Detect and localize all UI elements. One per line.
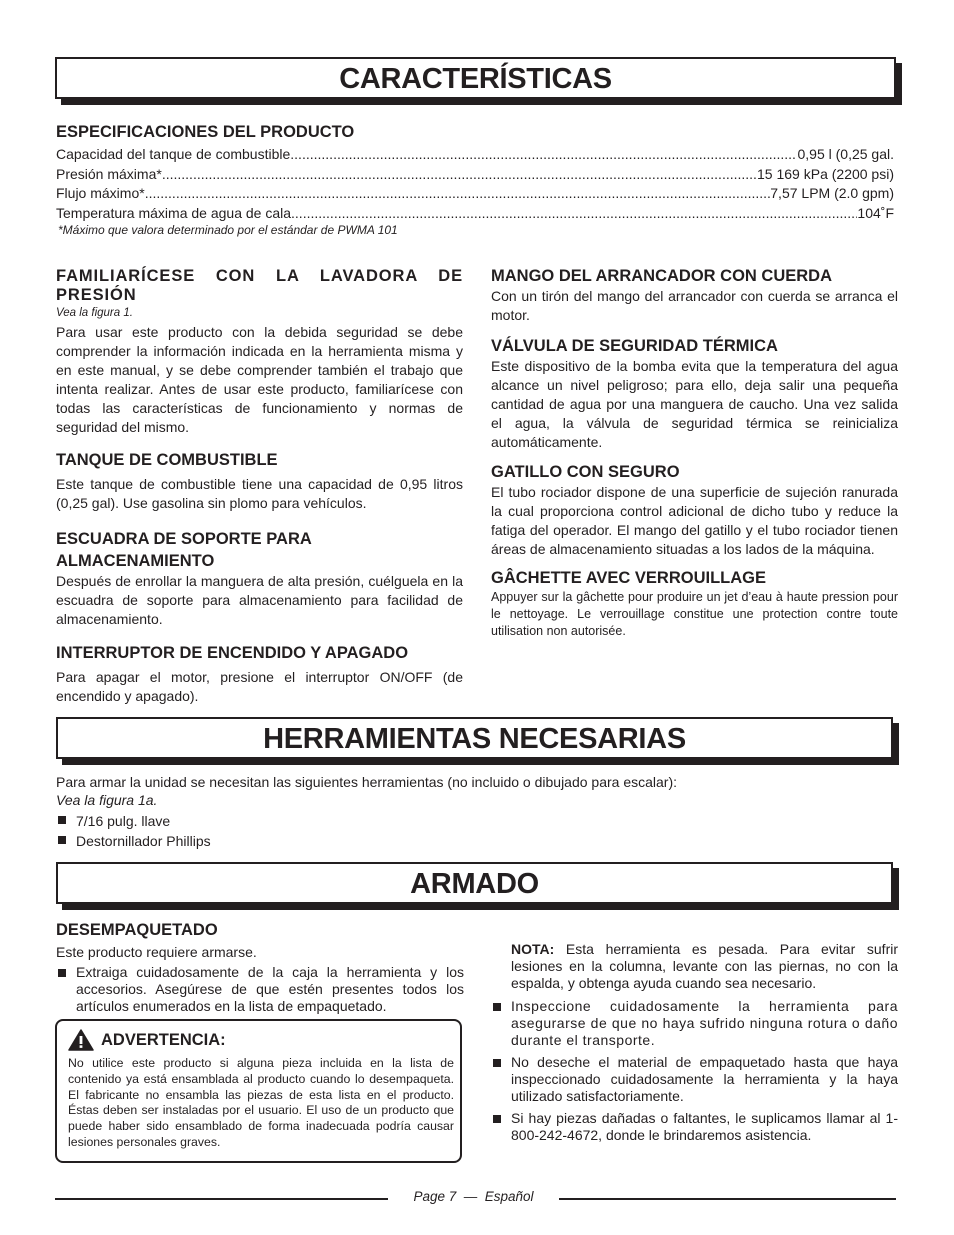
spec-label: Presión máxima*: [56, 165, 162, 182]
section-banner-caracteristicas: [55, 57, 896, 99]
gachette-text: Appuyer sur la gâchette pour produire un jet d’eau à haute pression pour le nettoyage. Le verrouillage constitue une protection contre toute utilisation non autorisée.: [491, 590, 898, 638]
spec-label: Flujo máximo*: [56, 185, 145, 201]
unpack-list: [56, 964, 464, 1015]
section-title: ARMADO: [410, 868, 539, 900]
desempaquetado-intro: Este producto requiere armarse.: [56, 944, 257, 960]
tanque-text: Este tanque de combustible tiene una capacidad de 0,95 litros (0,25 gal). Use gasolina sin plomo para vehículos.: [56, 476, 463, 511]
interruptor-heading: INTERRUPTOR DE ENCENDIDO Y APAGADO: [56, 644, 409, 662]
spec-row: [56, 145, 894, 165]
section-title: HERRAMIENTAS NECESARIAS: [263, 723, 686, 755]
tanque-heading: TANQUE DE COMBUSTIBLE: [56, 451, 278, 469]
valvula-text: Este dispositivo de la bomba evita que la temperatura del agua alcance un nivel peligroso; para ello, deja salir una pequeña cantidad de agua por una manguera de caucho. Una vez salida el agua, la válvula de seguridad térmica se reinicializa automáticamente.: [491, 358, 898, 450]
list-item: Extraiga cuidadosamente de la caja la herramienta y los accesorios. Asegúrese de que estén presentes todos los artículos enumerados en la lista de empaquetado.: [56, 964, 464, 1015]
list-item: Destornillador Phillips: [56, 831, 896, 851]
armado-right: [491, 941, 898, 1144]
warning-text: No utilice este producto si alguna pieza incluida en la lista de contenido ya está ensamblada al producto cuando lo desempaqueta. El fabricante no ensambla las piezas de esta lista en el producto. Éstas deben ser instaladas por el usuario. El uso de un producto que puede haber sido ensamblado de forma inadecuada podría causar lesiones personales graves.: [68, 1056, 454, 1149]
nota-text: Esta herramienta es pesada. Para evitar sufrir lesiones en la columna, levante con las piernas, no con la espalda, y obtenga ayuda cuando sea necesario.: [511, 941, 898, 991]
gatillo-text: El tubo rociador dispone de una superficie de sujeción ranurada la cual proporciona control adicional de dicho tubo y reduce la fatiga del operador. El mango del gatillo y el tubo rociador tienen áreas de almacenamiento situadas a los lados de la máquina.: [491, 484, 898, 557]
spec-row: [56, 165, 894, 185]
section-title: CARACTERÍSTICAS: [339, 63, 612, 95]
warning-box: [55, 1019, 462, 1163]
leader-dots: [290, 145, 797, 165]
interruptor-text: Para apagar el motor, presione el interruptor ON/OFF (de encendido y apagado).: [56, 669, 463, 704]
product-specifications: [56, 123, 894, 238]
spec-value: 7,57 LPM (2.0 gpm): [770, 185, 894, 201]
spec-label: Temperatura máxima de agua de cala: [56, 204, 292, 221]
warning-title: ADVERTENCIA:: [101, 1030, 226, 1049]
footer-rule-right: [559, 1198, 896, 1200]
armado-left: [56, 921, 464, 1015]
escuadra-text: Después de enrollar la manguera de alta presión, cuélguela en la escuadra de soporte para almacenamiento para facilidad de almacenamiento.: [56, 573, 463, 627]
section-banner-herramientas: [56, 717, 893, 759]
footer-rule-left: [55, 1198, 388, 1200]
familiar-text: Para usar este producto con la debida seguridad se debe comprender la información indicada en la herramienta misma y en este manual, y se debe comprender también el trabajo que intenta realizar. Antes de usar este producto, familiarícese con todas las características de funcionamiento y normas de seguridad del mismo.: [56, 324, 463, 435]
valvula-heading: VÁLVULA DE SEGURIDAD TÉRMICA: [491, 337, 778, 355]
list-item: No deseche el material de empaquetado hasta que haya inspeccionado cuidadosamente la herramienta y la haya utilizado satisfactoriamente.: [491, 1054, 898, 1105]
tools-list: [56, 811, 896, 851]
spec-value: 15 169 kPa (2200 psi): [757, 165, 894, 182]
tools-section: [56, 773, 896, 851]
spec-list: [56, 145, 894, 223]
leader-dots: [145, 184, 771, 204]
figure-reference: Vea la figura 1.: [56, 307, 133, 319]
desempaquetado-heading: DESEMPAQUETADO: [56, 921, 218, 939]
escuadra-heading: ESCUADRA DE SOPORTE PARA ALMACENAMIENTO: [56, 530, 312, 570]
familiar-heading: FAMILIARÍCESE CON LA LAVADORA DE PRESIÓN: [56, 267, 463, 304]
warning-header: [68, 1029, 226, 1051]
mango-heading: MANGO DEL ARRANCADOR CON CUERDA: [491, 267, 832, 285]
spec-row: [56, 184, 894, 204]
spec-value: 0,95 l (0,25 gal.: [797, 146, 894, 162]
inspect-list: [491, 998, 898, 1144]
nota: [491, 941, 898, 992]
specs-heading: ESPECIFICACIONES DEL PRODUCTO: [56, 123, 355, 141]
spec-row: [56, 204, 894, 224]
section-banner-armado: [56, 862, 893, 904]
left-column: [56, 267, 463, 706]
figure-reference: Vea la figura 1a.: [56, 792, 158, 808]
tools-intro: Para armar la unidad se necesitan las siguientes herramientas (no incluido o dibujado para escalar):: [56, 774, 678, 790]
list-item: Inspeccione cuidadosamente la herramienta para asegurarse de que no haya sufrido ninguna rotura o daño durante el transporte.: [491, 998, 898, 1049]
right-column: [491, 267, 898, 640]
warning-triangle-icon: [68, 1029, 94, 1051]
gatillo-heading: GATILLO CON SEGURO: [491, 463, 680, 481]
list-item: 7/16 pulg. llave: [56, 811, 896, 831]
leader-dots: [162, 165, 757, 185]
spec-footnote: *Máximo que valora determinado por el estándar de PWMA 101: [58, 223, 398, 237]
mango-text: Con un tirón del mango del arrancador con cuerda se arranca el motor.: [491, 288, 898, 323]
page-footer: Page 7 — Español: [413, 1189, 534, 1204]
gachette-heading: GÂCHETTE AVEC VERROUILLAGE: [491, 569, 767, 587]
spec-value: 104˚F: [857, 204, 894, 221]
nota-label: NOTA:: [511, 941, 555, 957]
list-item: Si hay piezas dañadas o faltantes, le suplicamos llamar al 1-800-242-4672, donde le brindaremos asistencia.: [491, 1110, 898, 1144]
leader-dots: [291, 204, 857, 224]
spec-label: Capacidad del tanque de combustible: [56, 146, 291, 162]
